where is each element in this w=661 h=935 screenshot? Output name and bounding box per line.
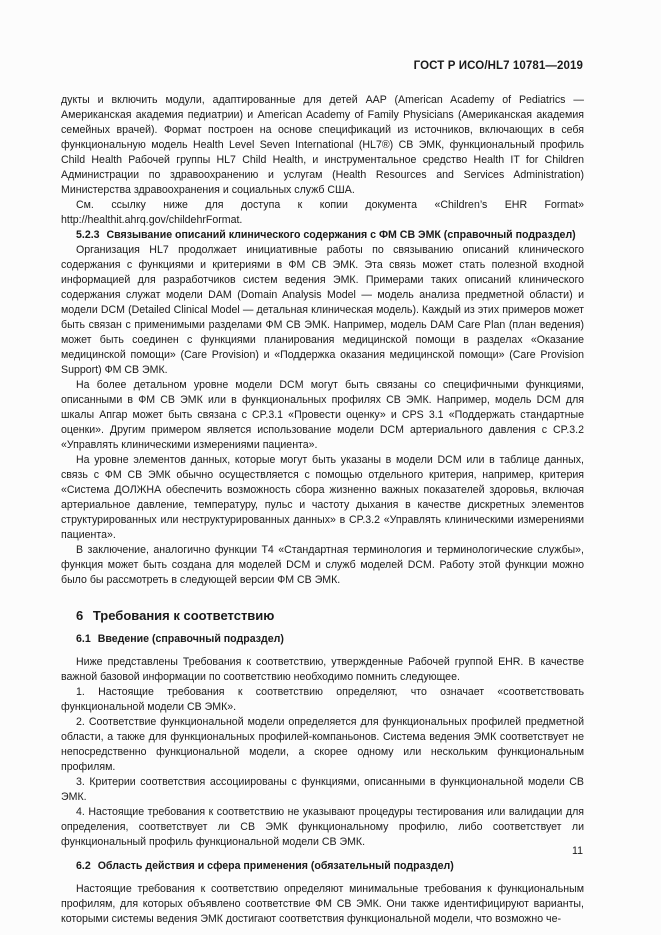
heading-number: 5.2.3 bbox=[76, 229, 100, 241]
heading-title: Требования к соответствию bbox=[92, 608, 275, 623]
paragraph: См. ссылку ниже для доступа к копии документа «Children’s EHR Format» http://healthit.ahrq.gov/childehrFormat. bbox=[61, 199, 584, 226]
subsection-heading-6-1 bbox=[61, 632, 584, 647]
heading-title: Связывание описаний клинического содержания с ФМ СВ ЭМК (справочный подраздел) bbox=[106, 229, 576, 241]
paragraph: Организация HL7 продолжает инициативные работы по связыванию описаний клинического содержания с функциями и критериями в ФМ СВ ЭМК. Эта связь может стать полезной входной информацией для разработчиков систем ведения ЭМК. Примерами таких описаний клинического содержания служат модели DAM (Domain Analysis Model — модель анализа предметной области) и модели DCM (Detailed Clinical Model — детальная клиническая модель). Каждый из этих примеров может быть связан с применимыми разделами ФМ СВ ЭМК. Например, модель DAM Care Plan (план ведения) может быть соединен с функциями планирования медицинской помощи в разделах «Оказание медицинской помощи» (Care Provision) и «Поддержка оказания медицинской помощи» (Care Provision Support) ФМ СВ ЭМК. bbox=[61, 244, 584, 376]
heading-title: Введение (справочный подраздел) bbox=[97, 633, 284, 645]
heading-number: 6.1 bbox=[76, 633, 91, 645]
subsection-heading-5-2-3 bbox=[61, 228, 584, 243]
paragraph: На более детальном уровне модели DCM могут быть связаны со специфичными функциями, описанными в ФМ СВ ЭМК или в функциональных профилях СВ ЭМК. Например, модель DCM для шкалы Апгар может быть связана с CP.3.1 «Провести оценку» и CPS 3.1 «Поддержать стандартные оценки». Другим примером является использование модели DCM артериального давления с CP.3.2 «Управлять клиническими измерениями пациента». bbox=[61, 379, 584, 451]
paragraph: Настоящие требования к соответствию определяют минимальные требования к функциональным профилям, для которых объявлено соответствие ФМ СВ ЭМК. Они также идентифицируют варианты, которыми системы ведения ЭМК достигают соответствия функциональной модели, что возможно че- bbox=[61, 883, 584, 925]
list-item: 4. Настоящие требования к соответствию не указывают процедуры тестирования или валидации для определения, соответствует ли СВ ЭМК функциональному профилю, либо соответствует ли функциональный профиль функциональной модели СВ ЭМК. bbox=[61, 806, 584, 848]
heading-title: Область действия и сфера применения (обязательный подраздел) bbox=[97, 860, 454, 872]
heading-number: 6.2 bbox=[76, 860, 91, 872]
paragraph: В заключение, аналогично функции Т4 «Стандартная терминология и терминологические службы», функция может быть создана для моделей DCM и служб моделей DCM. Работу этой функции можно было бы рассмотреть в следующей версии ФМ СВ ЭМК. bbox=[61, 544, 584, 586]
page-content bbox=[61, 93, 584, 927]
paragraph: Ниже представлены Требования к соответствию, утвержденные Рабочей группой EHR. В качестве важной базовой информации по соответствию необходимо помнить следующее. bbox=[61, 656, 584, 683]
section-heading-6 bbox=[61, 608, 584, 623]
page-number: 11 bbox=[572, 845, 583, 857]
list-item: 1. Настоящие требования к соответствию определяют, что означает «соответствовать функциональной модели СВ ЭМК». bbox=[61, 686, 584, 713]
heading-number: 6 bbox=[76, 608, 84, 623]
paragraph: дукты и включить модули, адаптированные для детей AAP (American Academy of Pediatrics — Американская академия педиатрии) и American Academy of Family Physicians (Американская академия семейных врачей). Формат построен на основе спецификаций из источников, включающих в себя функциональную модель Health Level Seven International (HL7®) СВ ЭМК, функциональный профиль Child Health Рабочей группы HL7 Child Health, и инструментальное средство Health IT for Children Администрации по здравоохранению и услугам (Health Resources and Services Administration) Министерства здравоохранения и социальных служб США. bbox=[61, 94, 584, 196]
list-item: 3. Критерии соответствия ассоциированы с функциями, описанными в функциональной модели СВ ЭМК. bbox=[61, 776, 584, 803]
subsection-heading-6-2 bbox=[61, 859, 584, 874]
paragraph: На уровне элементов данных, которые могут быть указаны в модели DCM или в таблице данных, связь с ФМ СВ ЭМК обычно осуществляется с помощью отдельного критерия, например, критерия «Система ДОЛЖНА обеспечить возможность сбора жизненно важных показателей здоровья, включая артериальное давление, температуру, пульс и частоту дыхания в качестве дискретных элементов структурированных или неструктурированных данных» в CP.3.2 «Управлять клиническими измерениями пациента». bbox=[61, 454, 584, 541]
document-code-header: ГОСТ Р ИСО/HL7 10781—2019 bbox=[413, 60, 583, 72]
list-item: 2. Соответствие функциональной модели определяется для функциональных профилей предметной области, а также для функциональных профилей-компаньонов. Система ведения ЭМК соответствует не непосредственно функциональной модели, а скорее одному или нескольким функциональным профилям. bbox=[61, 716, 584, 773]
